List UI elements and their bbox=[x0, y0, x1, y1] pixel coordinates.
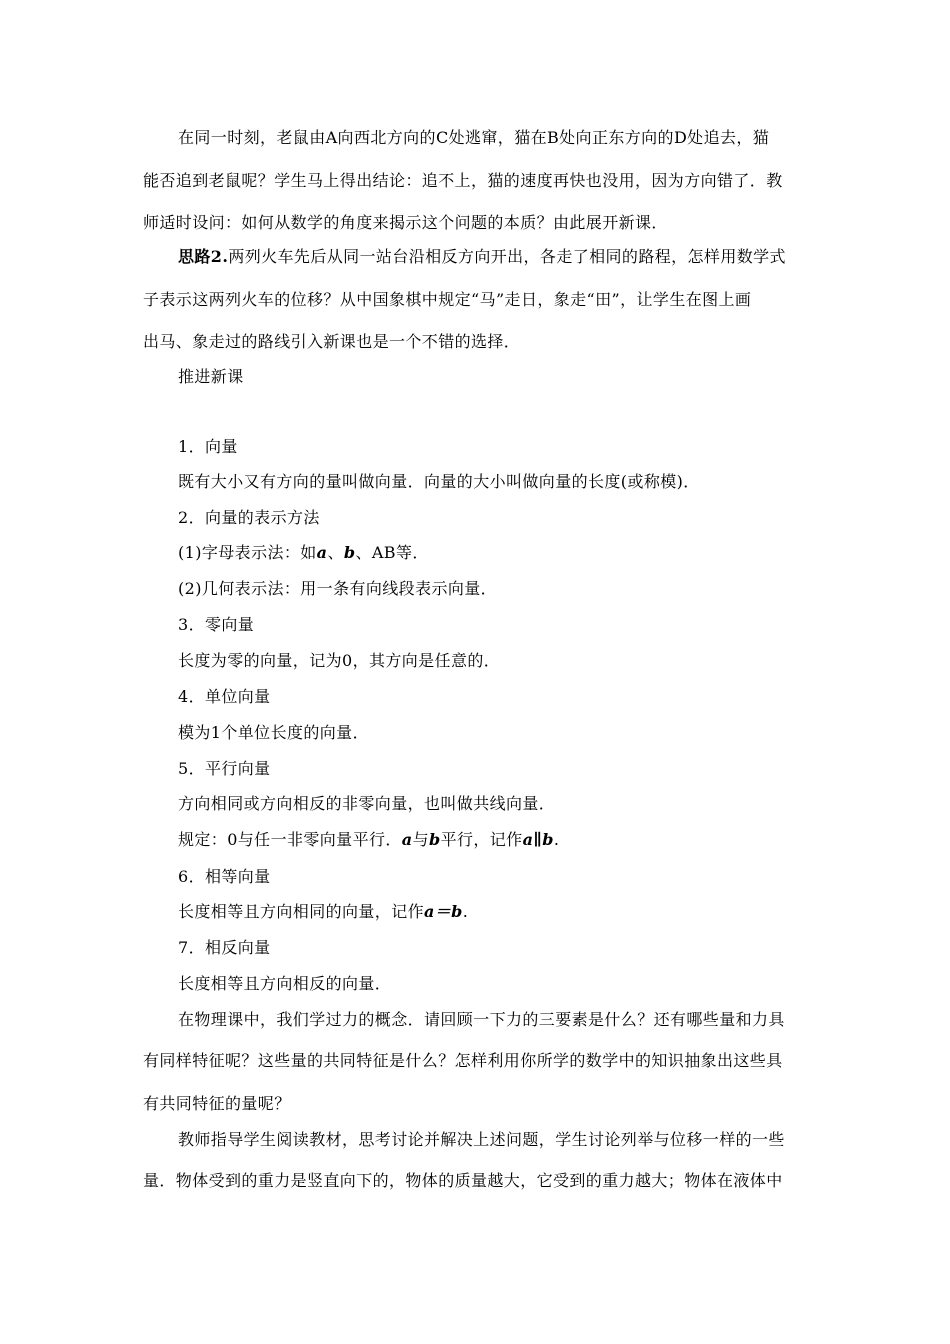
item-heading-1: 1．向量 bbox=[178, 437, 238, 456]
vector-a-symbol-2: a bbox=[401, 830, 413, 849]
idea2-line-3: 出马、象走过的路线引入新课也是一个不错的选择． bbox=[143, 332, 521, 351]
item-desc-1: 既有大小又有方向的量叫做向量．向量的大小叫做向量的长度(或称模)． bbox=[178, 472, 700, 491]
item-desc-2b: (2)几何表示法：用一条有向线段表示向量． bbox=[178, 579, 498, 598]
item-heading-4: 4．单位向量 bbox=[178, 687, 271, 706]
item-heading-2: 2．向量的表示方法 bbox=[178, 508, 320, 527]
item-desc-5b-mid2: 平行，记作 bbox=[440, 830, 523, 849]
item-heading-3: 3．零向量 bbox=[178, 615, 255, 634]
vector-b-symbol-2: b bbox=[428, 830, 441, 849]
item-desc-5b bbox=[178, 830, 559, 850]
item-desc-6-prefix: 长度相等且方向相同的向量，记作 bbox=[178, 902, 425, 921]
vector-a-symbol: a bbox=[316, 543, 328, 562]
idea2-line-2: 子表示这两列火车的位移？从中国象棋中规定“马”走日，象走“田”，让学生在图上画 bbox=[143, 290, 752, 309]
item-desc-6 bbox=[178, 902, 468, 922]
idea2-text-1: 两列火车先后从同一站台沿相反方向开出，各走了相同的路程，怎样用数学式 bbox=[228, 247, 786, 266]
physics-line-3: 有共同特征的量呢？ bbox=[143, 1094, 291, 1113]
section-heading: 推进新课 bbox=[178, 367, 244, 386]
idea2-line-1 bbox=[178, 247, 786, 267]
parallel-notation: a∥b bbox=[522, 830, 554, 849]
item-desc-4: 模为1个单位长度的向量． bbox=[178, 723, 369, 742]
item-desc-3: 长度为零的向量，记为0，其方向是任意的． bbox=[178, 651, 501, 670]
item-desc-7: 长度相等且方向相反的向量． bbox=[178, 974, 392, 993]
physics-line-2: 有同样特征呢？这些量的共同特征是什么？怎样利用你所学的数学中的知识抽象出这些具 bbox=[143, 1051, 783, 1070]
physics-line-1: 在物理课中，我们学过力的概念．请回顾一下力的三要素是什么？还有哪些量和力具 bbox=[178, 1010, 785, 1029]
item-desc-2a-sep: 、 bbox=[327, 543, 344, 562]
item-desc-5: 方向相同或方向相反的非零向量，也叫做共线向量． bbox=[178, 794, 556, 813]
item-heading-5: 5．平行向量 bbox=[178, 759, 271, 778]
intro-line-3: 师适时设问：如何从数学的角度来揭示这个问题的本质？由此展开新课． bbox=[143, 213, 668, 232]
vector-b-symbol: b bbox=[343, 543, 356, 562]
intro-line-2: 能否追到老鼠呢？学生马上得出结论：追不上，猫的速度再快也没用，因为方向错了．教 bbox=[143, 171, 783, 190]
item-desc-2a bbox=[178, 543, 429, 563]
idea2-label: 思路2. bbox=[178, 247, 229, 266]
item-desc-5b-prefix: 规定：0与任一非零向量平行． bbox=[178, 830, 402, 849]
item-desc-5b-mid: 与 bbox=[412, 830, 429, 849]
intro-line-1: 在同一时刻，老鼠由A向西北方向的C处逃窜，猫在B处向正东方向的D处追去，猫 bbox=[178, 128, 770, 147]
item-heading-7: 7．相反向量 bbox=[178, 938, 271, 957]
item-desc-2a-suffix: 、AB等． bbox=[355, 543, 429, 562]
item-heading-6: 6．相等向量 bbox=[178, 867, 271, 886]
item-desc-2a-prefix: (1)字母表示法：如 bbox=[178, 543, 317, 562]
item-desc-6-end: . bbox=[462, 902, 469, 921]
item-desc-5b-end: . bbox=[553, 830, 560, 849]
teacher-line-1: 教师指导学生阅读教材，思考讨论并解决上述问题，学生讨论列举与位移一样的一些 bbox=[178, 1130, 785, 1149]
equal-notation: a＝b bbox=[424, 902, 463, 921]
teacher-line-2: 量．物体受到的重力是竖直向下的，物体的质量越大，它受到的重力越大；物体在液体中 bbox=[143, 1171, 783, 1190]
